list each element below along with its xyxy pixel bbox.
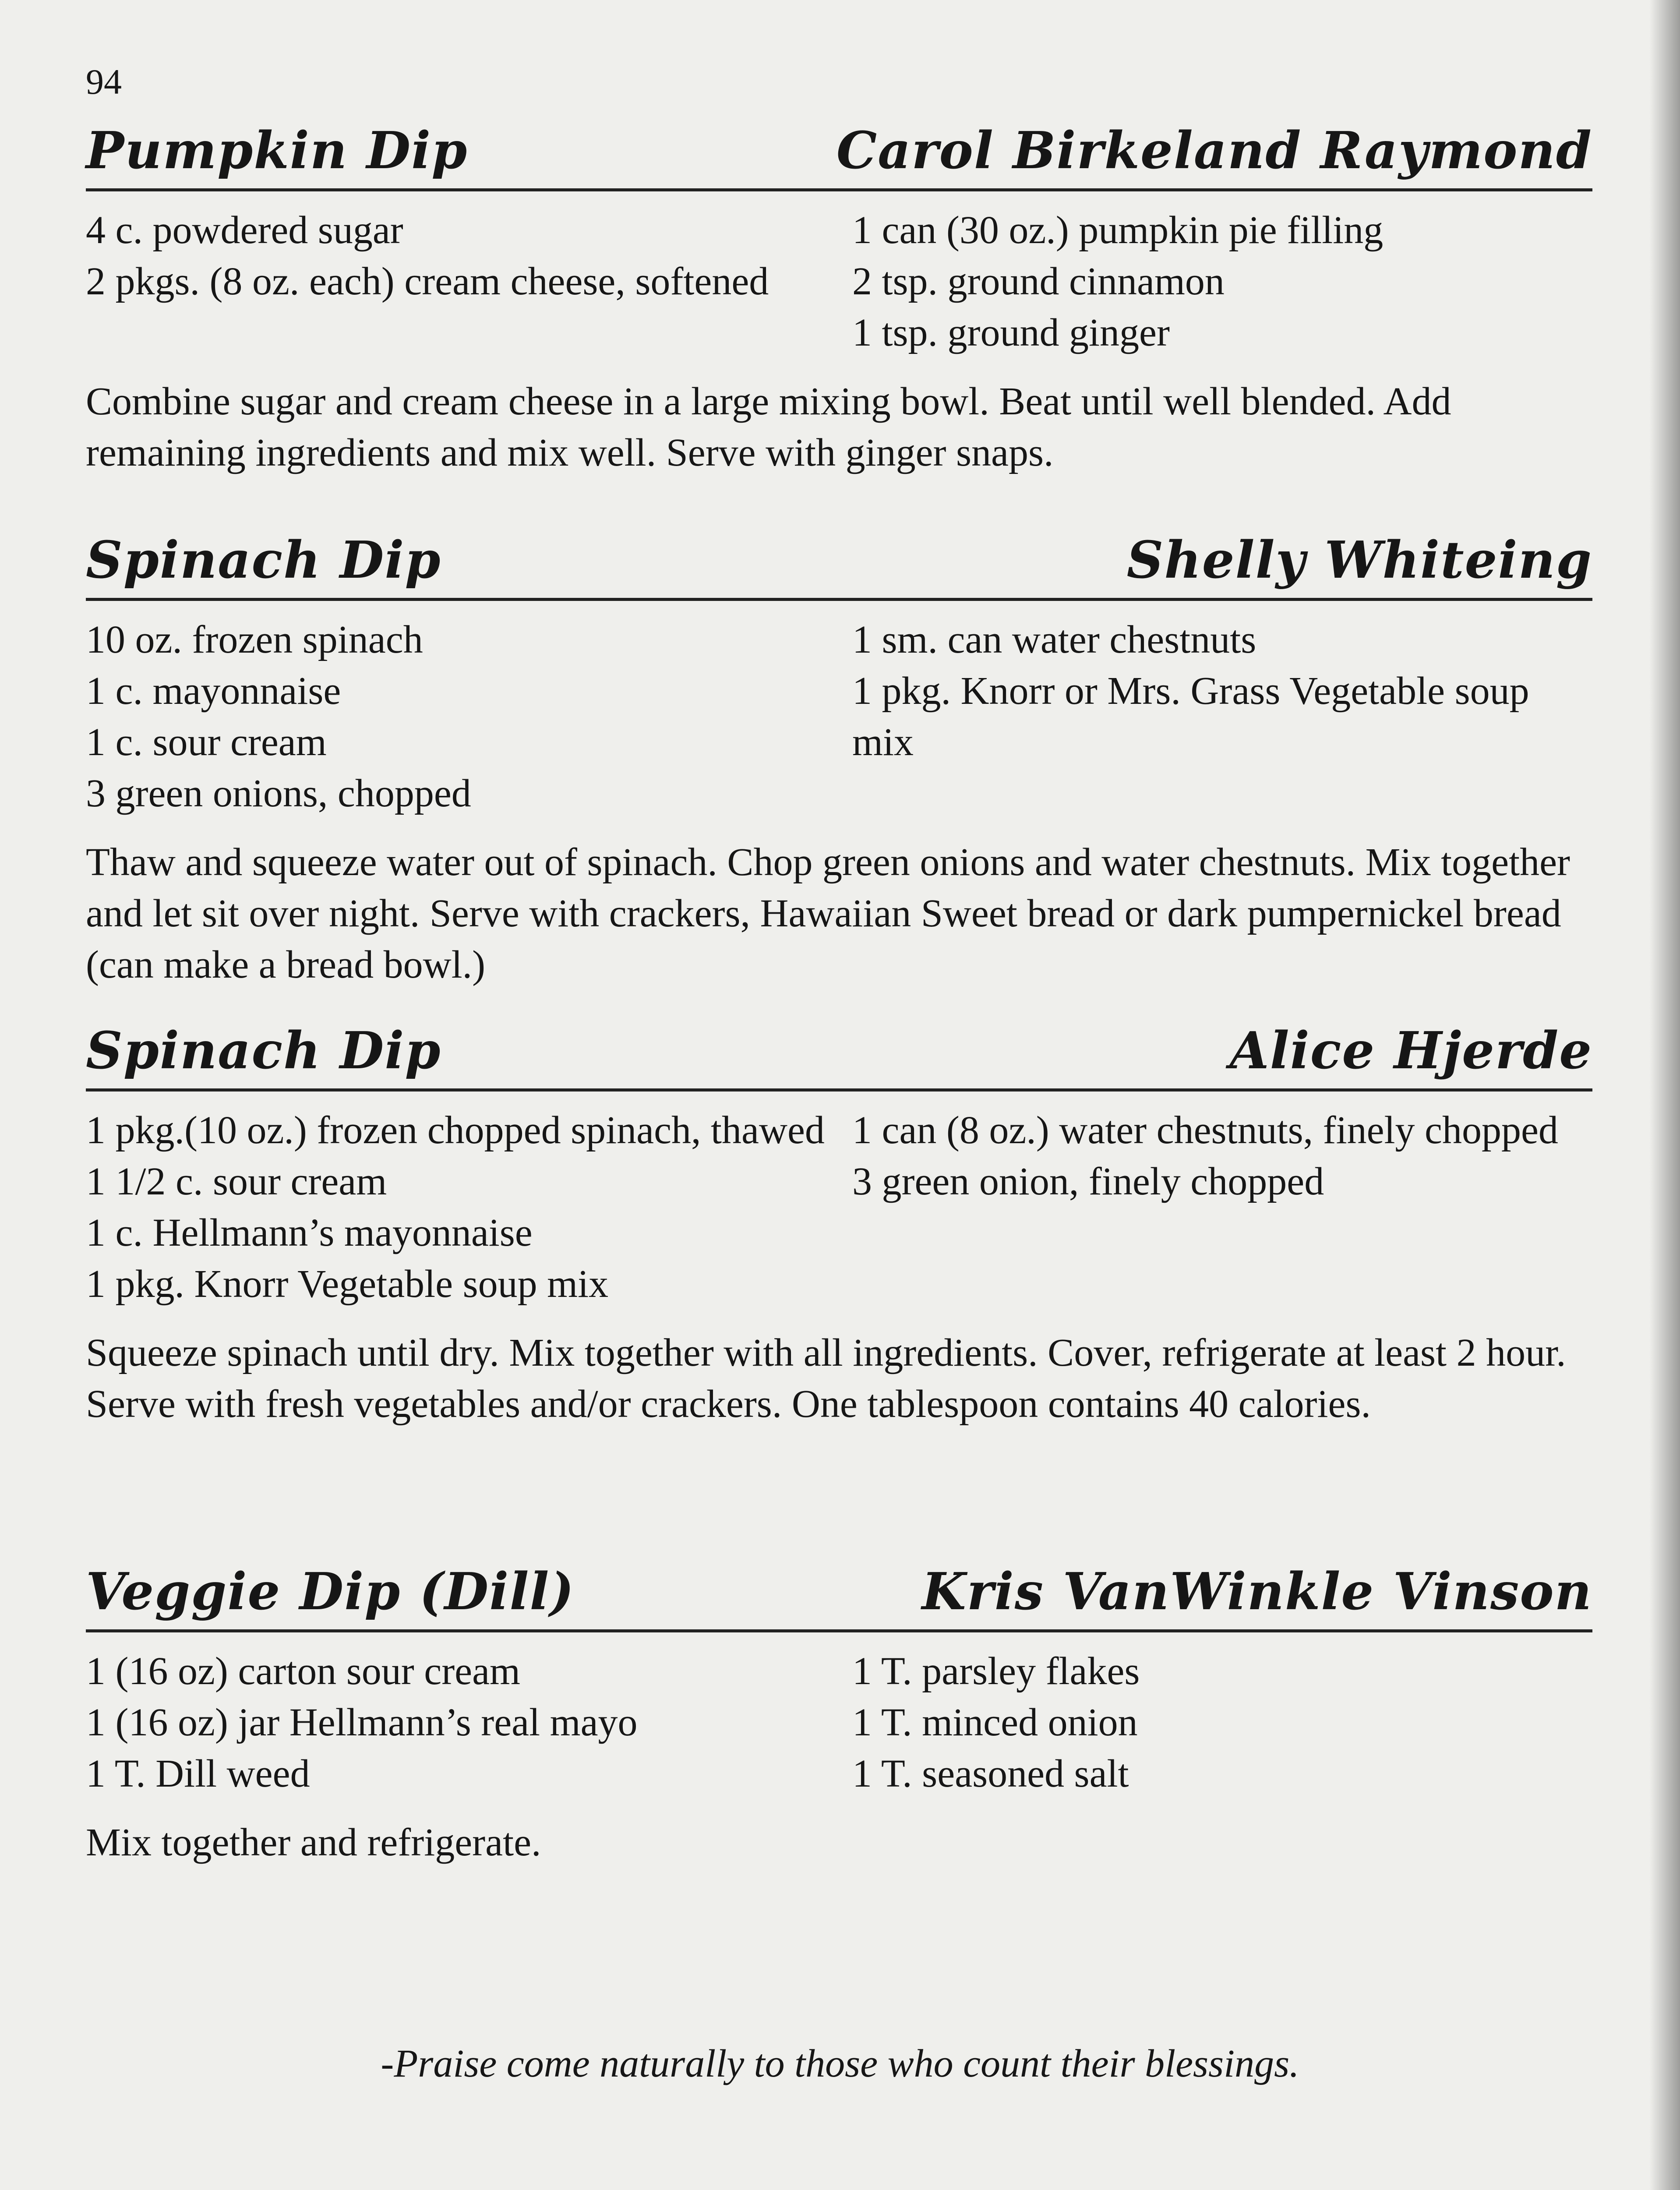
ingredients-right — [852, 205, 1592, 358]
recipe-header — [86, 123, 1592, 191]
ingredient: 1 c. sour cream — [86, 721, 327, 764]
recipe-author: Alice Hjerde — [1229, 1021, 1592, 1081]
ingredient: 1 pkg.(10 oz.) frozen chopped spinach, thawed — [86, 1109, 825, 1152]
ingredient: 1 pkg. Knorr Vegetable soup mix — [86, 1262, 609, 1306]
footer-quote: -Praise come naturally to those who count their blessings. — [381, 2042, 1299, 2085]
ingredient: 1 T. minced onion — [852, 1701, 1138, 1744]
page-number: 94 — [86, 62, 122, 102]
ingredient: 2 tsp. ground cinnamon — [852, 260, 1225, 303]
ingredients-right — [852, 614, 1592, 819]
recipe-directions: Mix together and refrigerate. — [86, 1821, 541, 1864]
ingredient: 1 (16 oz) carton sour cream — [86, 1650, 521, 1693]
ingredient: 2 pkgs. (8 oz. each) cream cheese, softened — [86, 260, 769, 303]
ingredient: 1 can (30 oz.) pumpkin pie filling — [852, 208, 1384, 252]
recipe-spinach-dip-whiteing — [86, 532, 1592, 990]
recipe-header — [86, 532, 1592, 601]
ingredients-right — [852, 1646, 1592, 1799]
ingredient: 1 pkg. Knorr or Mrs. Grass Vegetable soup mix — [852, 669, 1529, 764]
ingredient: 1 T. Dill weed — [86, 1752, 310, 1795]
recipe-title: Spinach Dip — [86, 530, 441, 590]
ingredient-columns — [86, 205, 1592, 358]
recipe-author: Shelly Whiteing — [1126, 530, 1592, 590]
ingredient-columns — [86, 1105, 1592, 1310]
recipe-directions: Combine sugar and cream cheese in a large mixing bowl. Beat until well blended. Add remaining ingredients and mix well. Serve with ginger snaps. — [86, 380, 1451, 474]
ingredient: 1 c. Hellmann’s mayonnaise — [86, 1211, 533, 1254]
ingredient: 4 c. powdered sugar — [86, 208, 403, 252]
recipe-author: Kris VanWinkle Vinson — [921, 1562, 1592, 1621]
ingredient-columns — [86, 1646, 1592, 1799]
ingredient: 1 T. parsley flakes — [852, 1650, 1140, 1693]
ingredient: 1 1/2 c. sour cream — [86, 1160, 387, 1203]
ingredient: 1 T. seasoned salt — [852, 1752, 1129, 1795]
ingredients-left — [86, 205, 826, 358]
recipe-title: Pumpkin Dip — [86, 121, 468, 180]
page-edge-shadow — [1649, 0, 1680, 2190]
recipe-pumpkin-dip — [86, 123, 1592, 478]
ingredients-left — [86, 1646, 826, 1799]
ingredient-columns — [86, 614, 1592, 819]
ingredient: 1 c. mayonnaise — [86, 669, 341, 713]
recipe-directions: Thaw and squeeze water out of spinach. Chop green onions and water chestnuts. Mix together and let sit over night. Serve with crackers, Hawaiian Sweet bread or dark pumpernickel bread (can make a bread bowl.) — [86, 841, 1571, 986]
recipe-directions: Squeeze spinach until dry. Mix together with all ingredients. Cover, refrigerate at least 2 hour. Serve with fresh vegetables and/or crackers. One tablespoon contains 40 calories. — [86, 1331, 1566, 1426]
recipe-header — [86, 1564, 1592, 1632]
recipe-author: Carol Birkeland Raymond — [836, 121, 1592, 180]
ingredient: 10 oz. frozen spinach — [86, 618, 423, 661]
recipe-veggie-dip-dill — [86, 1564, 1592, 1868]
ingredient: 1 (16 oz) jar Hellmann’s real mayo — [86, 1701, 638, 1744]
recipe-title: Veggie Dip (Dill) — [86, 1562, 575, 1621]
recipe-header — [86, 1023, 1592, 1091]
ingredient: 1 can (8 oz.) water chestnuts, finely chopped — [852, 1109, 1558, 1152]
ingredient: 1 sm. can water chestnuts — [852, 618, 1256, 661]
ingredient: 3 green onion, finely chopped — [852, 1160, 1324, 1203]
recipe-spinach-dip-hjerde — [86, 1023, 1592, 1430]
recipe-title: Spinach Dip — [86, 1021, 441, 1081]
ingredient: 3 green onions, chopped — [86, 772, 471, 815]
ingredients-right — [852, 1105, 1592, 1310]
ingredients-left — [86, 614, 826, 819]
ingredients-left — [86, 1105, 826, 1310]
ingredient: 1 tsp. ground ginger — [852, 311, 1170, 354]
